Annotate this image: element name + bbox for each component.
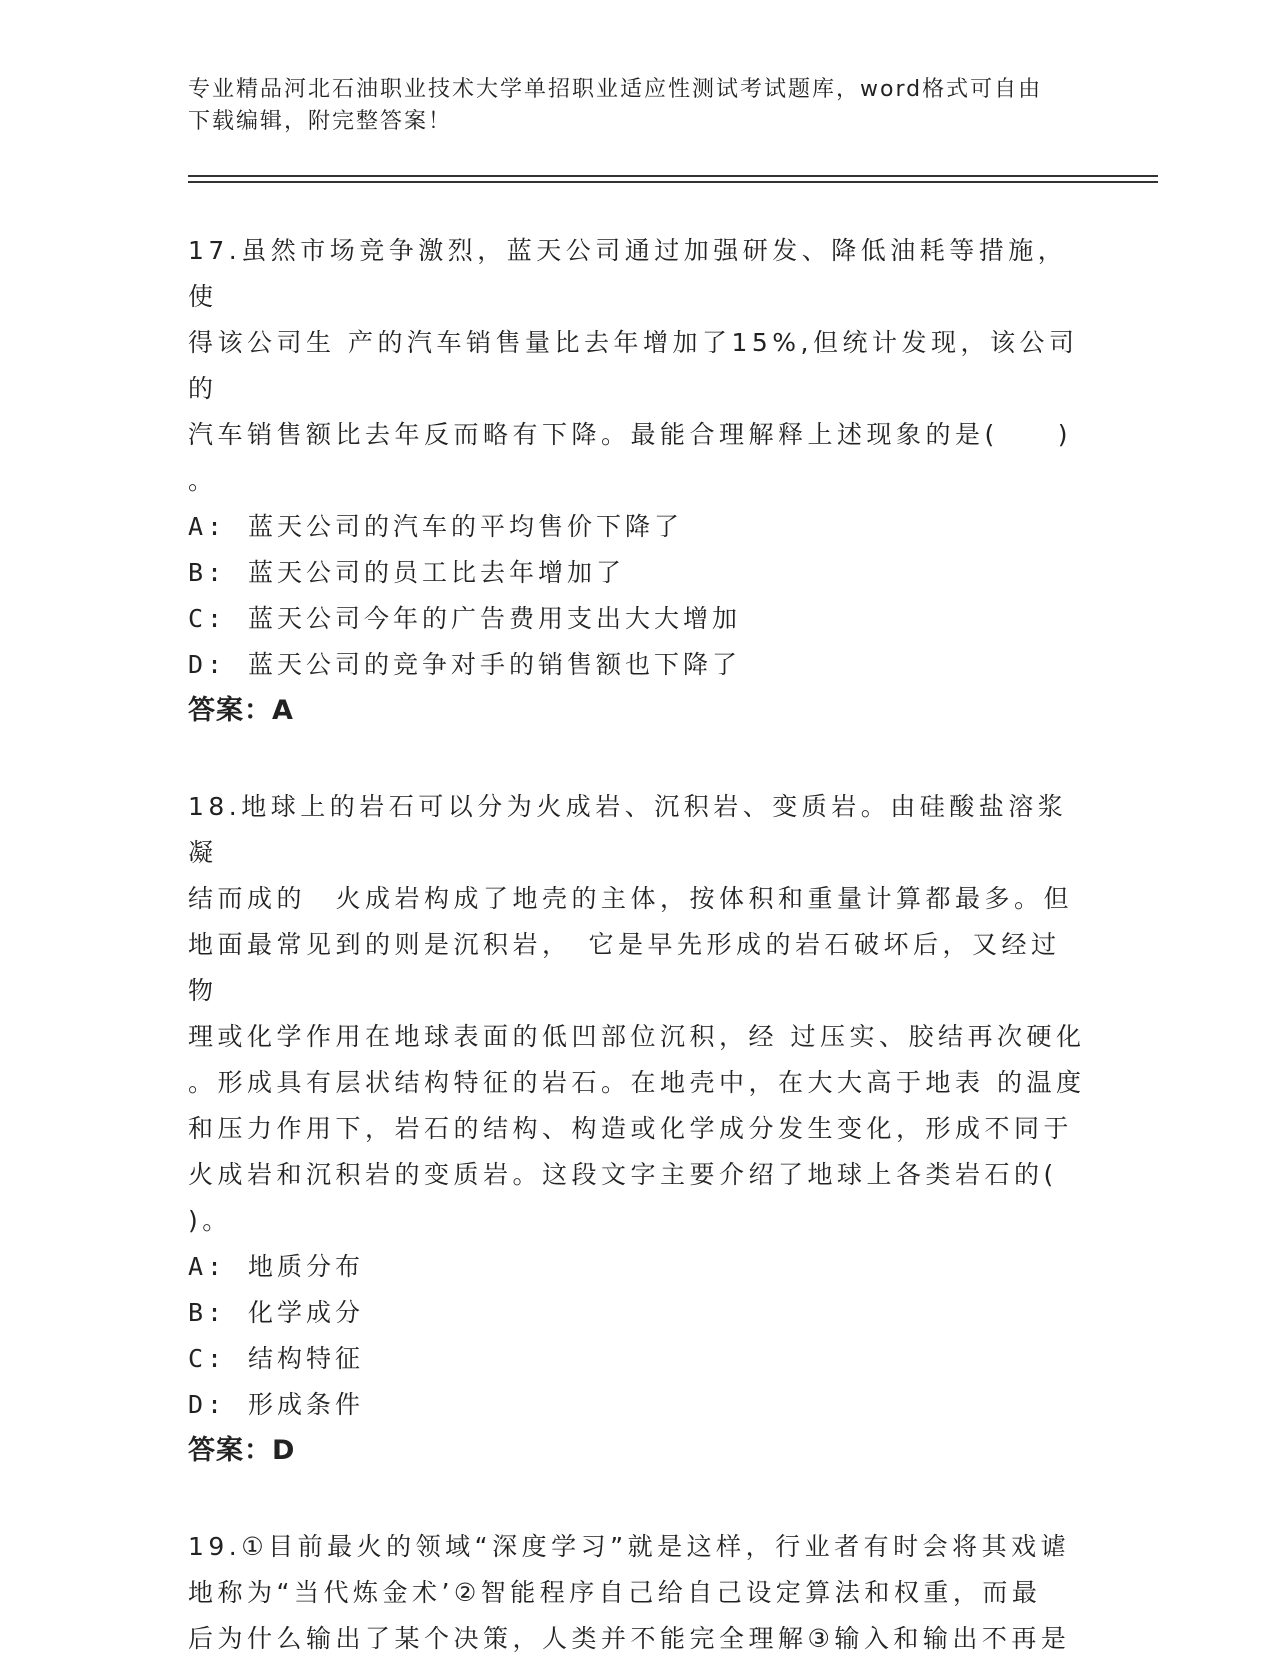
option-a (188, 1244, 1088, 1290)
question-text-line: )。 (188, 1206, 232, 1235)
header-line-1: 专业精品河北石油职业技术大学单招职业适应性测试考试题库，word格式可自由 (188, 77, 1043, 102)
question-text-line: 后为什么输出了某个决策，人类并不能完全理解③输入和输出不再是 (188, 1624, 1071, 1653)
option-d (188, 1382, 1088, 1428)
question-list (188, 228, 1088, 1662)
spacer (188, 734, 1088, 784)
question-text-line: 18.地球上的岩石可以分为火成岩、沉积岩、变质岩。由硅酸盐溶浆凝 (188, 792, 1068, 867)
option-text: 结构特征 (248, 1344, 365, 1373)
option-c (188, 1336, 1088, 1382)
option-text: 蓝天公司的汽车的平均售价下降了 (248, 512, 684, 541)
option-text: 地质分布 (248, 1252, 365, 1281)
answer: 答案：A (188, 695, 294, 726)
question-17 (188, 228, 1088, 734)
question-text-line: 17.虽然市场竞争激烈，蓝天公司通过加强研发、降低油耗等措施，使 (188, 236, 1068, 311)
header-line-2: 下载编辑，附完整答案！ (188, 109, 453, 134)
option-d (188, 642, 1088, 688)
option-a (188, 504, 1088, 550)
answer: 答案：D (188, 1435, 296, 1466)
option-label: B: (188, 1298, 227, 1327)
option-label: D: (188, 1390, 227, 1419)
question-text-line: 和压力作用下，岩石的结构、构造或化学成分发生变化，形成不同于 (188, 1114, 1074, 1143)
header-rule-bottom (188, 181, 1158, 183)
question-text-line: 。 (188, 466, 218, 495)
option-text: 形成条件 (248, 1390, 365, 1419)
header-rule-top (188, 175, 1158, 177)
spacer (188, 1474, 1088, 1524)
option-label: A: (188, 1252, 227, 1281)
question-18 (188, 784, 1088, 1474)
question-19 (188, 1524, 1088, 1662)
option-b (188, 550, 1088, 596)
option-text: 蓝天公司的竞争对手的销售额也下降了 (248, 650, 742, 679)
option-label: B: (188, 558, 227, 587)
question-text-line: 理或化学作用在地球表面的低凹部位沉积，经 过压实、胶结再次硬化 (188, 1022, 1086, 1051)
option-c (188, 596, 1088, 642)
question-text-line: 地面最常见到的则是沉积岩， 它是早先形成的岩石破坏后，又经过物 (188, 930, 1061, 1005)
question-text-line: 19.①目前最火的领域“深度学习”就是这样，行业者有时会将其戏谑 (188, 1532, 1071, 1561)
question-text-line: 地称为“当代炼金术’②智能程序自己给自己设定算法和权重，而最 (188, 1578, 1042, 1607)
option-label: D: (188, 650, 227, 679)
page-header (188, 74, 1088, 138)
question-text-line: 汽车销售额比去年反而略有下降。最能合理解释上述现象的是( ) (188, 420, 1073, 449)
option-text: 蓝天公司今年的广告费用支出大大增加 (248, 604, 742, 633)
option-b (188, 1290, 1088, 1336)
option-label: C: (188, 604, 227, 633)
option-text: 蓝天公司的员工比去年增加了 (248, 558, 626, 587)
question-text-line: 结而成的 火成岩构成了地壳的主体，按体积和重量计算都最多。但 (188, 884, 1074, 913)
question-text-line: 火成岩和沉积岩的变质岩。这段文字主要介绍了地球上各类岩石的( (188, 1160, 1058, 1189)
question-text-line: 。形成具有层状结构特征的岩石。在地壳中，在大大高于地表 的温度 (188, 1068, 1086, 1097)
option-label: C: (188, 1344, 227, 1373)
option-label: A: (188, 512, 227, 541)
question-text-line: 得该公司生 产的汽车销售量比去年增加了15%,但统计发现，该公司的 (188, 328, 1079, 403)
option-text: 化学成分 (248, 1298, 365, 1327)
